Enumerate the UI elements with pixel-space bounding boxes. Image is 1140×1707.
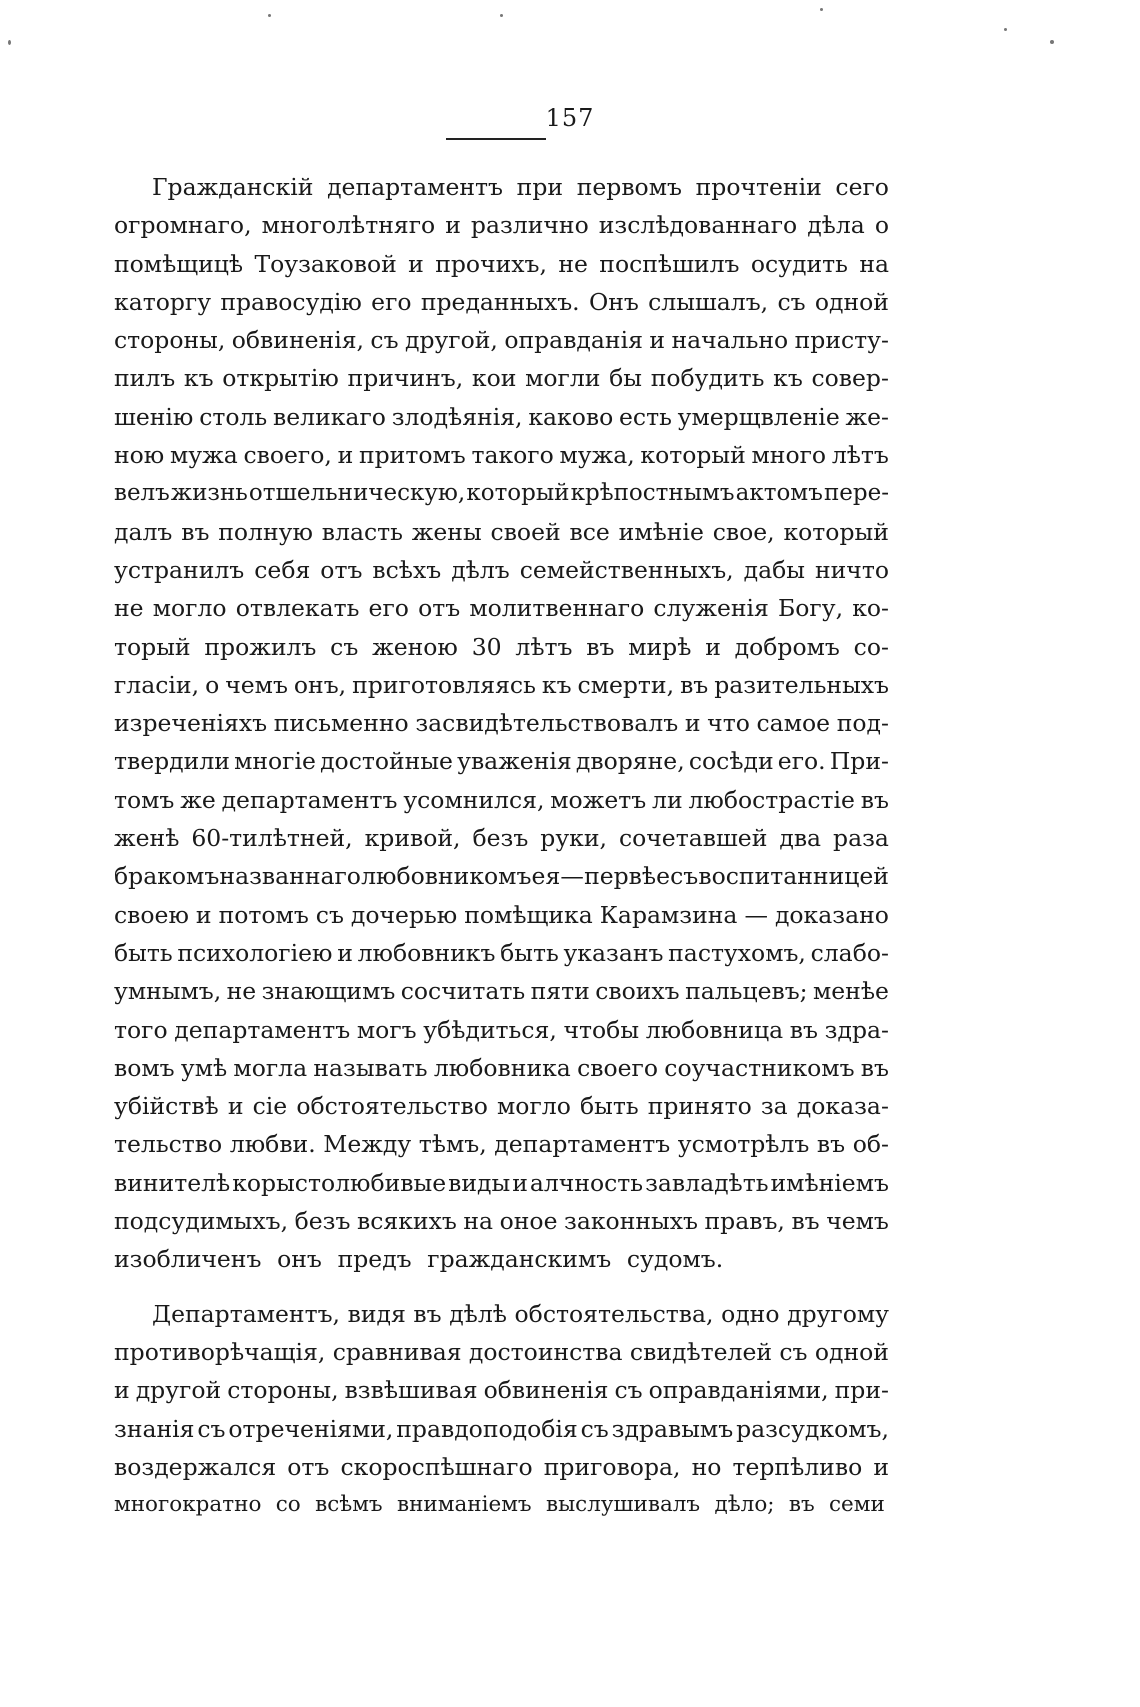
text-line: воздержался отъ скороспѣшнаго приговора, но терпѣливо и [114, 1452, 889, 1481]
text-line: женѣ 60-тилѣтней, кривой, безъ руки, сочетавшей два раза [114, 824, 889, 853]
text-line: и другой стороны, взвѣшивая обвиненія съ оправданіями, при- [114, 1376, 889, 1405]
text-line: быть психологіею и любовникъ быть указанъ пастухомъ, слабо- [114, 938, 889, 967]
text-line: убійствѣ и сіе обстоятельство могло быть принято за доказа- [114, 1092, 889, 1121]
text-line: знанія съ отреченіями, правдоподобія съ здравымъ разсудкомъ, [114, 1414, 889, 1443]
scan-speck [268, 14, 271, 17]
scan-speck [1050, 40, 1054, 44]
text-line: стороны, обвиненія, съ другой, оправданія и начально присту- [114, 326, 889, 355]
page-number: 157 [545, 104, 595, 132]
text-line: Департаментъ, видя въ дѣлѣ обстоятельства, одно другому [152, 1299, 889, 1328]
text-line: винителѣ корыстолюбивые виды и алчность завладѣть имѣніемъ [114, 1168, 889, 1197]
text-line: каторгу правосудію его преданныхъ. Онъ слышалъ, съ одной [114, 287, 889, 316]
text-line: торый прожилъ съ женою 30 лѣтъ въ мирѣ и добромъ со- [114, 632, 889, 661]
text-line: того департаментъ могъ убѣдиться, чтобы любовница въ здра- [114, 1015, 889, 1044]
text-line: твердили многіе достойные уваженія дворяне, сосѣди его. При- [114, 747, 889, 776]
scan-speck [1004, 28, 1007, 31]
text-line: устранилъ себя отъ всѣхъ дѣлъ семейственныхъ, дабы ничто [114, 555, 889, 584]
body-text [114, 168, 889, 1524]
text-line: пилъ къ открытію причинъ, кои могли бы побудить къ совер- [114, 364, 889, 393]
text-line: своею и потомъ съ дочерью помѣщика Карамзина — доказано [114, 900, 889, 929]
text-line: велъ жизнь отшельническую, который крѣпостнымъ актомъ пере- [114, 480, 889, 507]
paragraph [114, 1295, 889, 1525]
text-line: бракомъ названнаго любовникомъ ея — первѣе съ воспитанницей [114, 862, 889, 891]
text-line: не могло отвлекать его отъ молитвеннаго служенія Богу, ко- [114, 594, 889, 623]
text-line: Гражданскій департаментъ при первомъ прочтеніи сего [152, 173, 889, 201]
text-line: томъ же департаментъ усомнился, можетъ ли любострастіе въ [114, 785, 889, 814]
text-line: ною мужа своего, и притомъ такого мужа, который много лѣтъ [114, 441, 889, 470]
text-line: многократно со всѣмъ вниманіемъ выслушивалъ дѣло; въ семи [114, 1492, 885, 1518]
text-line: изреченіяхъ письменно засвидѣтельствовалъ и что самое под- [114, 709, 889, 738]
text-line: огромнаго, многолѣтняго и различно изслѣдованнаго дѣла о [114, 211, 889, 240]
scan-speck [820, 8, 823, 11]
text-line: далъ въ полную власть жены своей все имѣніе свое, который [114, 517, 889, 546]
scan-speck [8, 40, 11, 45]
text-line: тельство любви. Между тѣмъ, департаментъ усмотрѣлъ въ об- [114, 1130, 889, 1159]
text-line: умнымъ, не знающимъ сосчитать пяти своихъ пальцевъ; менѣе [114, 977, 889, 1006]
paragraph [114, 168, 889, 1279]
text-line: шенію столь великаго злодѣянія, каково есть умерщвленіе же- [114, 402, 889, 431]
text-line: подсудимыхъ, безъ всякихъ на оное законныхъ правъ, въ чемъ [114, 1207, 889, 1236]
text-line: помѣщицѣ Тоузаковой и прочихъ, не поспѣшилъ осудить на [114, 249, 889, 278]
scan-speck [500, 14, 503, 17]
text-line: вомъ умѣ могла называть любовника своего соучастникомъ въ [114, 1053, 889, 1082]
text-line: противорѣчащія, сравнивая достоинства свидѣтелей съ одной [114, 1337, 889, 1366]
text-line: гласіи, о чемъ онъ, приготовляясь къ смерти, въ разительныхъ [114, 670, 889, 699]
page-number-rule [446, 138, 546, 140]
text-line: изобличенъ онъ предъ гражданскимъ судомъ. [114, 1245, 724, 1274]
paragraph-gap [114, 1279, 889, 1295]
